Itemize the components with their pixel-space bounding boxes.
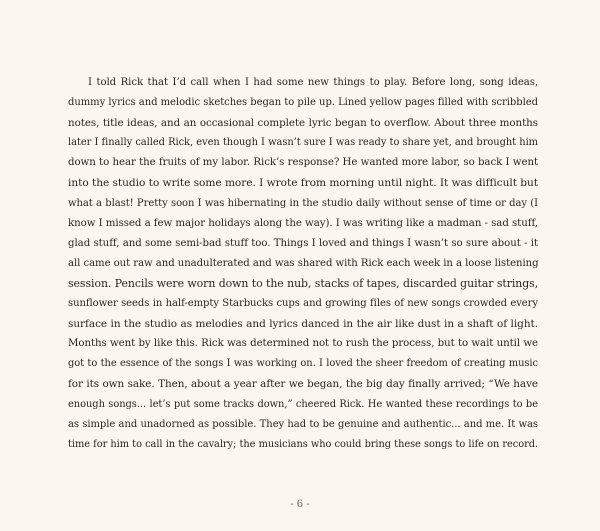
text-line: for its own sake. Then, about a year after we began, the big day finally arrived; “We have — [68, 378, 538, 391]
text-line: later I finally called Rick, even though I wasn’t sure I was ready to share yet, and brought him — [68, 137, 538, 149]
text-line: down to hear the fruits of my labor. Rick’s response? He wanted more labor, so back I went — [68, 157, 538, 169]
text-line: surface in the studio as melodies and lyrics danced in the air like dust in a shaft of light. — [68, 318, 538, 331]
text-line: know I missed a few major holidays along the way). I was writing like a madman - sad stuff, — [68, 217, 538, 229]
text-line: into the studio to write some more. I wrote from morning until night. It was difficult but — [68, 177, 538, 190]
page-number: - 6 - — [290, 499, 310, 510]
text-line: I told Rick that I’d call when I had some new things to play. Before long, song ideas, — [88, 77, 538, 88]
text-line: notes, title ideas, and an occasional complete lyric began to overflow. About three months — [68, 117, 538, 130]
body-paragraph — [68, 73, 538, 455]
text-line: what a blast! Pretty soon I was hibernating in the studio daily without sense of time or day (I — [68, 197, 538, 209]
text-line: as simple and unadorned as possible. They had to be genuine and authentic... and me. It was — [68, 418, 538, 430]
text-line: glad stuff, and some semi-bad stuff too. Things I loved and things I wasn’t so sure about - it — [68, 237, 538, 249]
text-line: enough songs... let’s put some tracks down,” cheered Rick. He wanted these recordings to be — [68, 398, 538, 410]
text-line: session. Pencils were worn down to the nub, stacks of tapes, discarded guitar strings, — [68, 276, 539, 290]
text-line: sunflower seeds in half-empty Starbucks cups and growing files of new songs crowded every — [68, 298, 538, 310]
text-line: all came out raw and unadulterated and was shared with Rick each week in a loose listening — [68, 257, 539, 269]
text-line: Months went by like this. Rick was determined not to rush the process, but to wait until we — [68, 338, 538, 350]
text-line: got to the essence of the songs I was working on. I loved the sheer freedom of creating music — [68, 358, 538, 370]
text-line: time for him to call in the cavalry; the musicians who could bring these songs to life on record. — [68, 438, 538, 450]
text-line: dummy lyrics and melodic sketches began to pile up. Lined yellow pages filled with scribbled — [68, 97, 538, 109]
